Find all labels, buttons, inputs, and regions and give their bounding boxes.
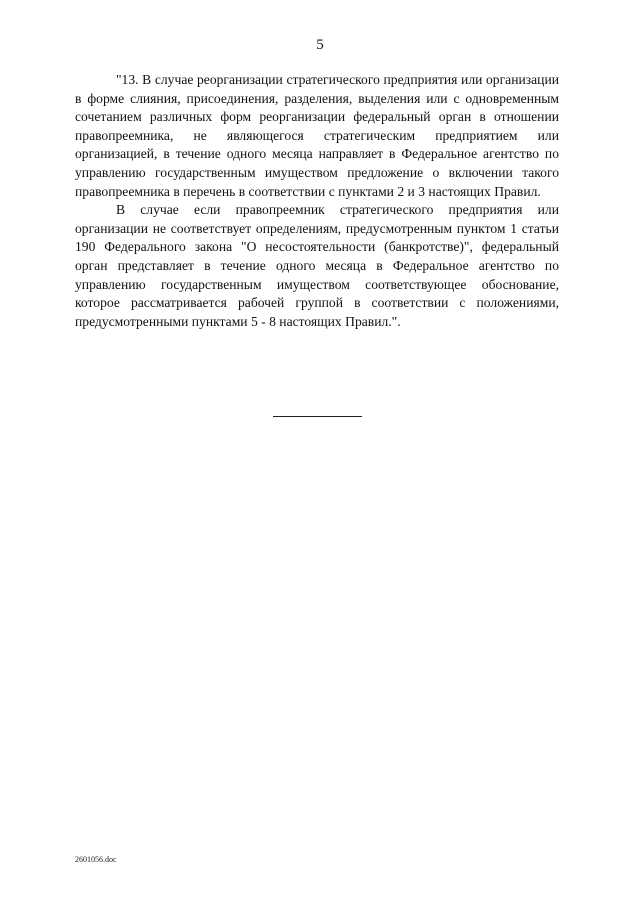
document-file-id: 2601056.doc xyxy=(75,855,117,864)
page-number: 5 xyxy=(316,37,324,53)
paragraph-successor-nonconformity: В случае если правопреемник стратегического предприятия или организации не соответствует определениям, предусмотренным пунктом 1 статьи 190 Федерального закона "О несостоятельности (банкротстве)", федеральный орган представляет в течение одного месяца в Федеральное агентство по управлению государственным имуществом соответствующее обоснование, которое рассматривается рабочей группой в соответствии с положениями, предусмотренными пунктами 5 - 8 настоящих Правил.". xyxy=(75,202,559,329)
end-of-text-separator xyxy=(273,416,362,417)
document-body xyxy=(75,71,559,331)
paragraph-13: "13. В случае реорганизации стратегического предприятия или организации в форме слияния, присоединения, разделения, выделения или с одновременным сочетанием различных форм реорганизации федеральный орган в отношении правопреемника, не являющегося стратегическим предприятием или организацией, в течение одного месяца направляет в Федеральное агентство по управлению государственным имуществом предложение о включении такого правопреемника в перечень в соответствии с пунктами 2 и 3 настоящих Правил. xyxy=(75,72,559,199)
